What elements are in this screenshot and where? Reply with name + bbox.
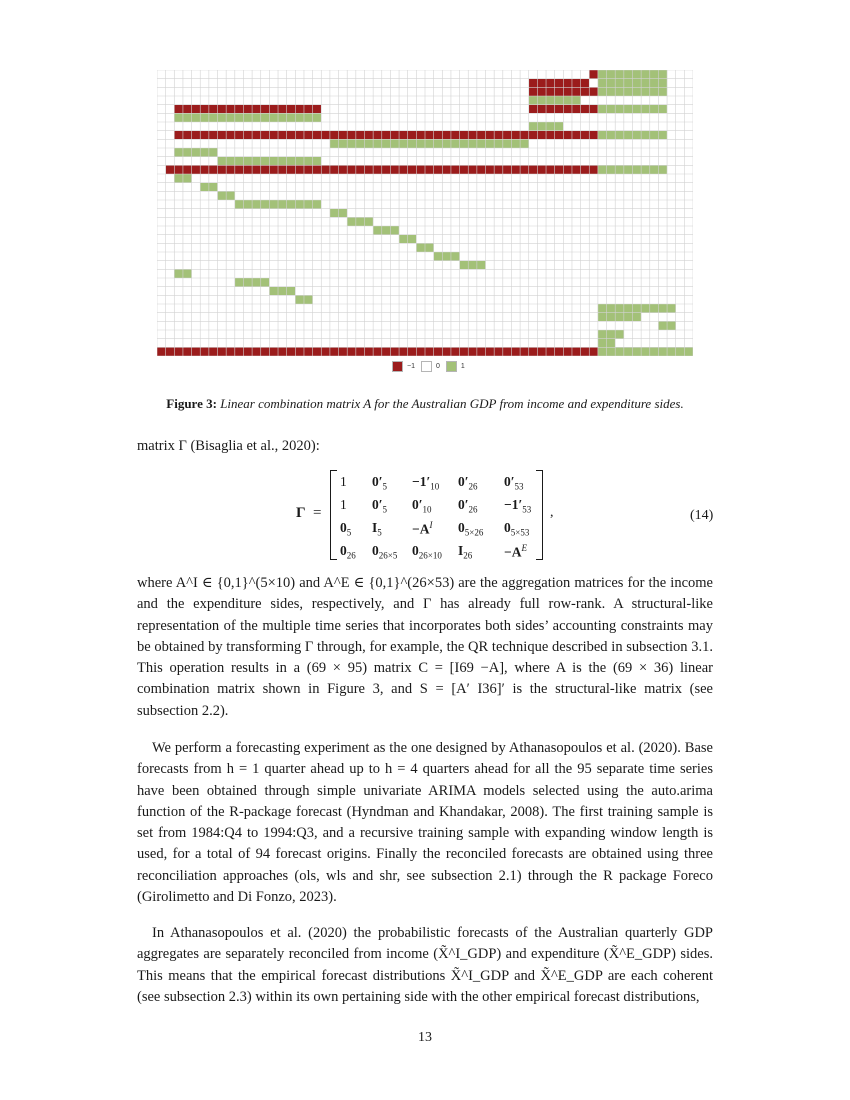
matrix-segment	[529, 79, 590, 88]
matrix-entry: $-A^I$	[412, 520, 433, 537]
matrix-entry: 1	[340, 497, 347, 512]
matrix-segment	[598, 347, 693, 356]
matrix-entry: $0'_5$	[372, 497, 388, 515]
paragraph-3-text: In Athanasopoulos et al. (2020) the probabilistic forecasts of the Australian quarterly GDP aggregates are separately reconciled from income (X̃^I_GDP) and expenditure (X̃^E_GDP) sides. This means that the empirical forecast distributions X̃^I_GDP and X̃^E_GDP are each coherent (see subsection 2.3) within its own pertaining side with the other empirical forecast distributions,	[137, 925, 713, 1005]
matrix-segment	[174, 131, 598, 140]
matrix-entry: $0_{26\times 10}$	[412, 543, 442, 561]
legend-label-zero: 0	[435, 362, 440, 370]
matrix-entry: $0'_{26}$	[458, 474, 478, 492]
figure-legend	[392, 359, 471, 373]
matrix-segment	[589, 70, 598, 79]
paragraph-2	[137, 738, 713, 908]
legend-swatch-zero	[421, 361, 432, 372]
matrix-entry: 1	[340, 474, 347, 489]
matrix-segment	[174, 105, 321, 114]
legend-swatch-pos	[446, 361, 457, 372]
matrix-entry: $0_{5\times 53}$	[504, 520, 530, 538]
caption-label: Figure 3:	[166, 396, 217, 411]
matrix-entry: $-1'_{10}$	[412, 474, 440, 492]
matrix-segment	[347, 217, 373, 226]
equation-number: (14)	[690, 508, 714, 523]
matrix-segment	[598, 304, 676, 313]
matrix-entry: $-A^E$	[504, 543, 527, 560]
matrix-segment	[157, 347, 598, 356]
caption-text: Linear combination matrix A for the Australian GDP from income and expenditure sides.	[220, 396, 684, 411]
right-bracket	[536, 470, 543, 560]
matrix-entry: $-1'_{53}$	[504, 497, 532, 515]
matrix-entry: $I_5$	[372, 520, 382, 538]
figure-caption	[0, 396, 850, 412]
page-number: 13	[418, 1030, 432, 1045]
matrix-entry: $0'_{26}$	[458, 497, 478, 515]
matrix-segment	[460, 261, 486, 270]
left-bracket	[330, 470, 337, 560]
matrix-segment	[373, 226, 399, 235]
equation-lhs: Γ	[296, 505, 306, 521]
matrix-segment	[174, 148, 217, 157]
matrix-entry: $I_{26}$	[458, 543, 473, 561]
matrix-entry: $0_5$	[340, 520, 352, 538]
equation-comma: ,	[550, 505, 554, 520]
matrix-entry: $0_{26}$	[340, 543, 356, 561]
matrix-entry: $0'_5$	[372, 474, 388, 492]
legend-swatch-neg	[392, 361, 403, 372]
matrix-segment	[434, 252, 460, 261]
matrix-entry: $0_{5\times 26}$	[458, 520, 484, 538]
paragraph-1-text: where A^I ∈ {0,1}^(5×10) and A^E ∈ {0,1}^(26×53) are the aggregation matrices for the income and the expenditure sides, respectively, and Γ has already full row-rank. A structural-like representation of the multiple time series that incorporates both sides’ accounting constraints may be obtained by transforming Γ through, for example, the QR technique described in subsection 3.1. This operation results in a (69 × 95) matrix C = [I69 −A], where A is the (69 × 36) linear combination matrix shown in Figure 3, and S = [A′ I36]′ is the structural-like matrix (see subsection 2.2).	[137, 575, 713, 719]
paragraph-3	[137, 923, 713, 1008]
linear-combination-matrix-heatmap	[157, 70, 693, 356]
legend-label-pos: 1	[460, 362, 465, 370]
matrix-entry: $0_{26\times 5}$	[372, 543, 398, 561]
matrix-segment	[330, 139, 529, 148]
matrix-entry: $0'_{53}$	[504, 474, 524, 492]
matrix-entry: $0'_{10}$	[412, 497, 432, 515]
legend-label-neg: −1	[407, 362, 415, 370]
equation-equals: =	[313, 505, 322, 521]
paragraph-1	[137, 573, 713, 722]
matrix-segment	[598, 313, 641, 322]
matrix-segment	[598, 330, 624, 339]
matrix-segment	[269, 287, 295, 296]
equation-intro: matrix Γ (Bisaglia et al., 2020):	[137, 438, 320, 454]
matrix-segment	[174, 113, 321, 122]
paragraph-2-text: We perform a forecasting experiment as the one designed by Athanasopoulos et al. (2020). Base forecasts from h = 1 quarter ahead up to h = 4 quarters ahead for all the 95 separate time series have been obtained through simple univariate ARIMA models selected using the auto.arima function of the R-package forecast (Hyndman and Khandakar, 2008). The first training sample is set from 1984:Q4 to 1994:Q3, and a recursive training sample with expanding window length is used, for a total of 94 forecast origins. Finally the reconciled forecasts are obtained using three reconciliation approaches (ols, wls and shr, see subsection 2.1) through the R package Foreco (Girolimetto and Di Fonzo, 2023).	[137, 740, 713, 906]
